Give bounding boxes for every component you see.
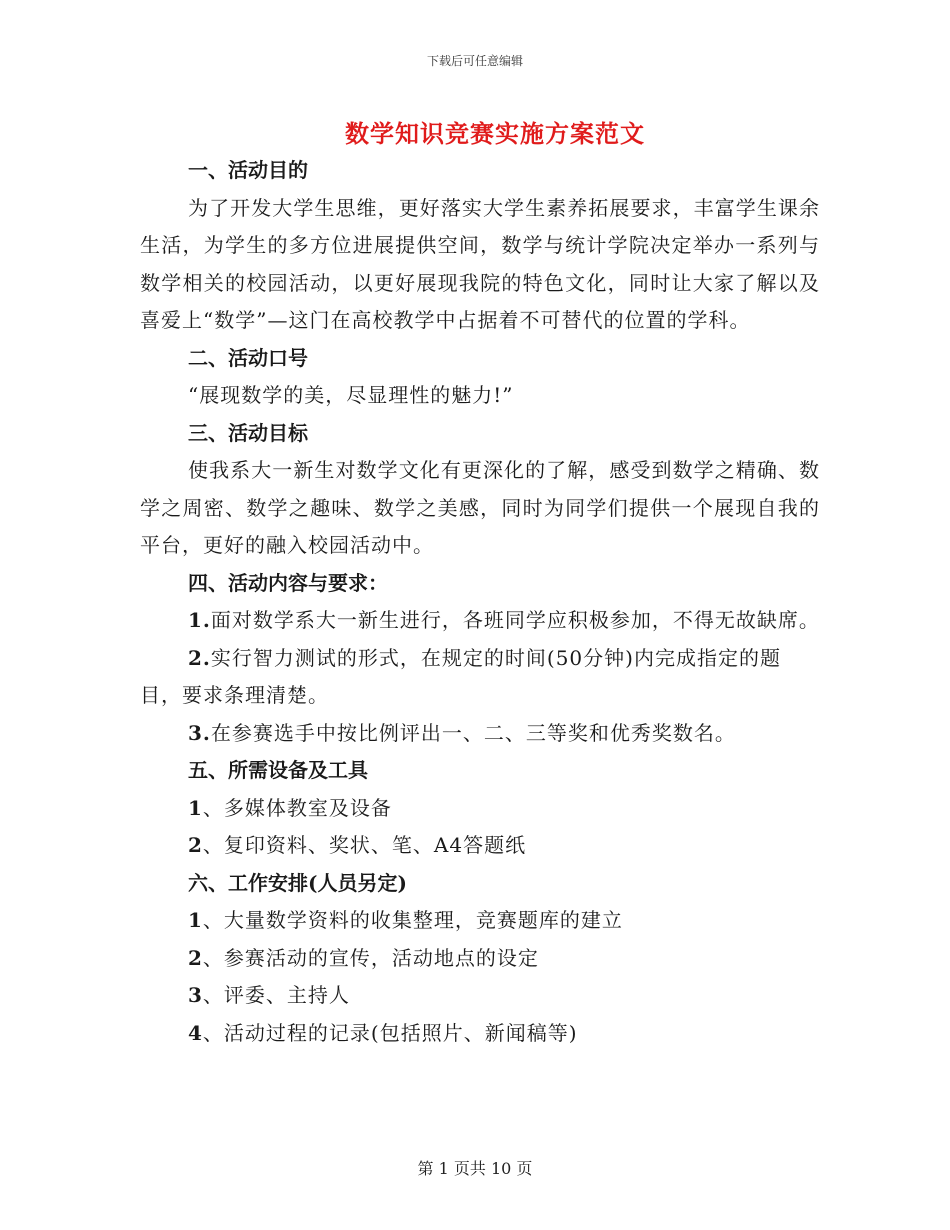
list-item: [140, 1015, 820, 1053]
list-item: [140, 715, 820, 753]
section-heading-content: 四、活动内容与要求：: [188, 570, 388, 595]
list-item-text: 、大量数学资料的收集整理，竞赛题库的建立: [202, 908, 623, 932]
list-item-number: 1: [188, 795, 203, 820]
list-item-number: 3.: [188, 720, 211, 745]
list-item-text: 实行智力测试的形式，在规定的时间(50分钟)内完成指定的题目，要求条理清楚。: [140, 645, 781, 707]
document-body: [140, 152, 820, 1052]
list-item: [140, 640, 820, 715]
header-note: 下载后可任意编辑: [426, 54, 523, 68]
list-item-number: 3: [188, 983, 203, 1007]
list-item: [140, 977, 820, 1015]
list-item-text: 、多媒体教室及设备: [202, 795, 392, 820]
list-item-number: 1.: [188, 608, 211, 632]
list-item: [140, 790, 820, 828]
section-heading-purpose: 一、活动目的: [188, 158, 308, 182]
list-item-text: 、评委、主持人: [202, 983, 350, 1007]
page-footer: 第 1 页共 10 页: [417, 1159, 533, 1178]
list-item: [140, 827, 820, 865]
list-item-text: 面对数学系大一新生进行，各班同学应积极参加，不得无故缺席。: [210, 608, 820, 632]
section-heading-equipment: 五、所需设备及工具: [188, 758, 368, 782]
document-title: 数学知识竞赛实施方案范文: [345, 119, 645, 148]
section-heading-arrangement: 六、工作安排(人员另定): [188, 870, 407, 895]
section-paragraph-purpose: 为了开发大学生思维，更好落实大学生素养拓展要求，丰富学生课余生活，为学生的多方位进展提供空间，数学与统计学院决定举办一系列与数学相关的校园活动，以更好展现我院的特色文化，同时让大家了解以及喜爱上“数学”—这门在高校教学中占据着不可替代的位置的学科。: [140, 195, 820, 332]
list-item-text: 在参赛选手中按比例评出一、二、三等奖和优秀奖数名。: [210, 720, 736, 745]
list-item-number: 2: [188, 945, 203, 970]
list-item: [140, 902, 820, 940]
slogan-text: “展现数学的美，尽显理性的魅力!”: [188, 383, 514, 407]
list-item-number: 2: [188, 833, 203, 857]
list-item-text: 、活动过程的记录(包括照片、新闻稿等): [202, 1020, 578, 1045]
list-item: [140, 602, 820, 640]
list-item-number: 1: [188, 908, 203, 932]
list-item-text: 、参赛活动的宣传，活动地点的设定: [202, 945, 539, 970]
section-heading-goal: 三、活动目标: [188, 420, 308, 445]
section-heading-slogan: 二、活动口号: [188, 345, 308, 370]
list-item: [140, 940, 820, 978]
list-item-number: 2.: [188, 645, 211, 670]
list-item-number: 4: [188, 1020, 203, 1045]
section-paragraph-goal: 使我系大一新生对数学文化有更深化的了解，感受到数学之精确、数学之周密、数学之趣味、数学之美感，同时为同学们提供一个展现自我的平台，更好的融入校园活动中。: [140, 458, 820, 557]
list-item-text: 、复印资料、奖状、笔、A4答题纸: [202, 833, 527, 857]
